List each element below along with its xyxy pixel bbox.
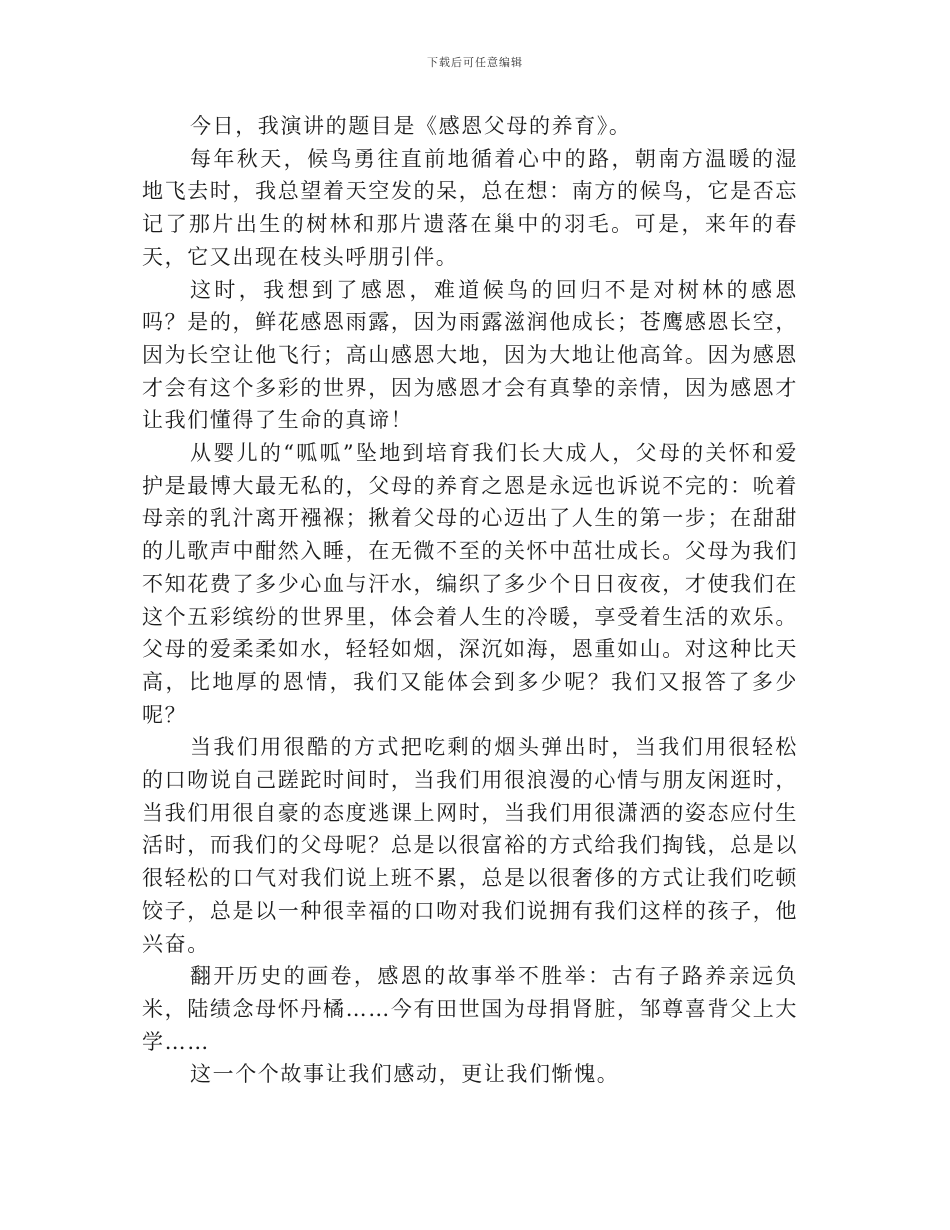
document-body xyxy=(142,110,798,1091)
paragraph-gratitude: 这时，我想到了感恩，难道候鸟的回归不是对树林的感恩吗？是的，鲜花感恩雨露，因为雨露滋润他成长；苍鹰感恩长空，因为长空让他飞行；高山感恩大地，因为大地让他高耸。因为感恩才会有这个多彩的世界，因为感恩才会有真挚的亲情，因为感恩才让我们懂得了生命的真谛！ xyxy=(142,277,798,433)
paragraph-history: 翻开历史的画卷，感恩的故事举不胜举：古有子路养亲远负米，陆绩念母怀丹橘……今有田世国为母捐肾脏，邹尊喜背父上大学…… xyxy=(142,964,798,1054)
paragraph-opening: 今日，我演讲的题目是《感恩父母的养育》。 xyxy=(190,114,632,138)
paragraph-closing: 这一个个故事让我们感动，更让我们惭愧。 xyxy=(190,1062,620,1087)
page-header: 下载后可任意编辑 xyxy=(427,56,523,69)
paragraph-contrast: 当我们用很酷的方式把吃剩的烟头弹出时，当我们用很轻松的口吻说自己蹉跎时间时，当我们用很浪漫的心情与朋友闲逛时，当我们用很自豪的态度逃课上网时，当我们用很潇洒的姿态应付生活时，而我们的父母呢？总是以很富裕的方式给我们掏钱，总是以很轻松的口气对我们说上班不累，总是以很奢侈的方式让我们吃顿饺子，总是以一种很幸福的口吻对我们说拥有我们这样的孩子，他兴奋。 xyxy=(142,735,798,956)
paragraph-migratory-birds: 每年秋天，候鸟勇往直前地循着心中的路，朝南方温暖的湿地飞去时，我总望着天空发的呆，总在想：南方的候鸟，它是否忘记了那片出生的树林和那片遗落在巢中的羽毛。可是，来年的春天，它又出现在枝头呼朋引伴。 xyxy=(142,146,798,269)
paragraph-parents-love: 从婴儿的“呱呱”坠地到培育我们长大成人，父母的关怀和爱护是最博大最无私的，父母的养育之恩是永远也诉说不完的：吮着母亲的乳汁离开襁褓；揪着父母的心迈出了人生的第一步；在甜甜的儿歌声中酣然入睡，在无微不至的关怀中茁壮成长。父母为我们不知花费了多少心血与汗水，编织了多少个日日夜夜，才使我们在这个五彩缤纷的世界里，体会着人生的冷暖，享受着生活的欢乐。父母的爱柔柔如水，轻轻如烟，深沉如海，恩重如山。对这种比天高，比地厚的恩情，我们又能体会到多少呢？我们又报答了多少呢？ xyxy=(142,441,798,727)
